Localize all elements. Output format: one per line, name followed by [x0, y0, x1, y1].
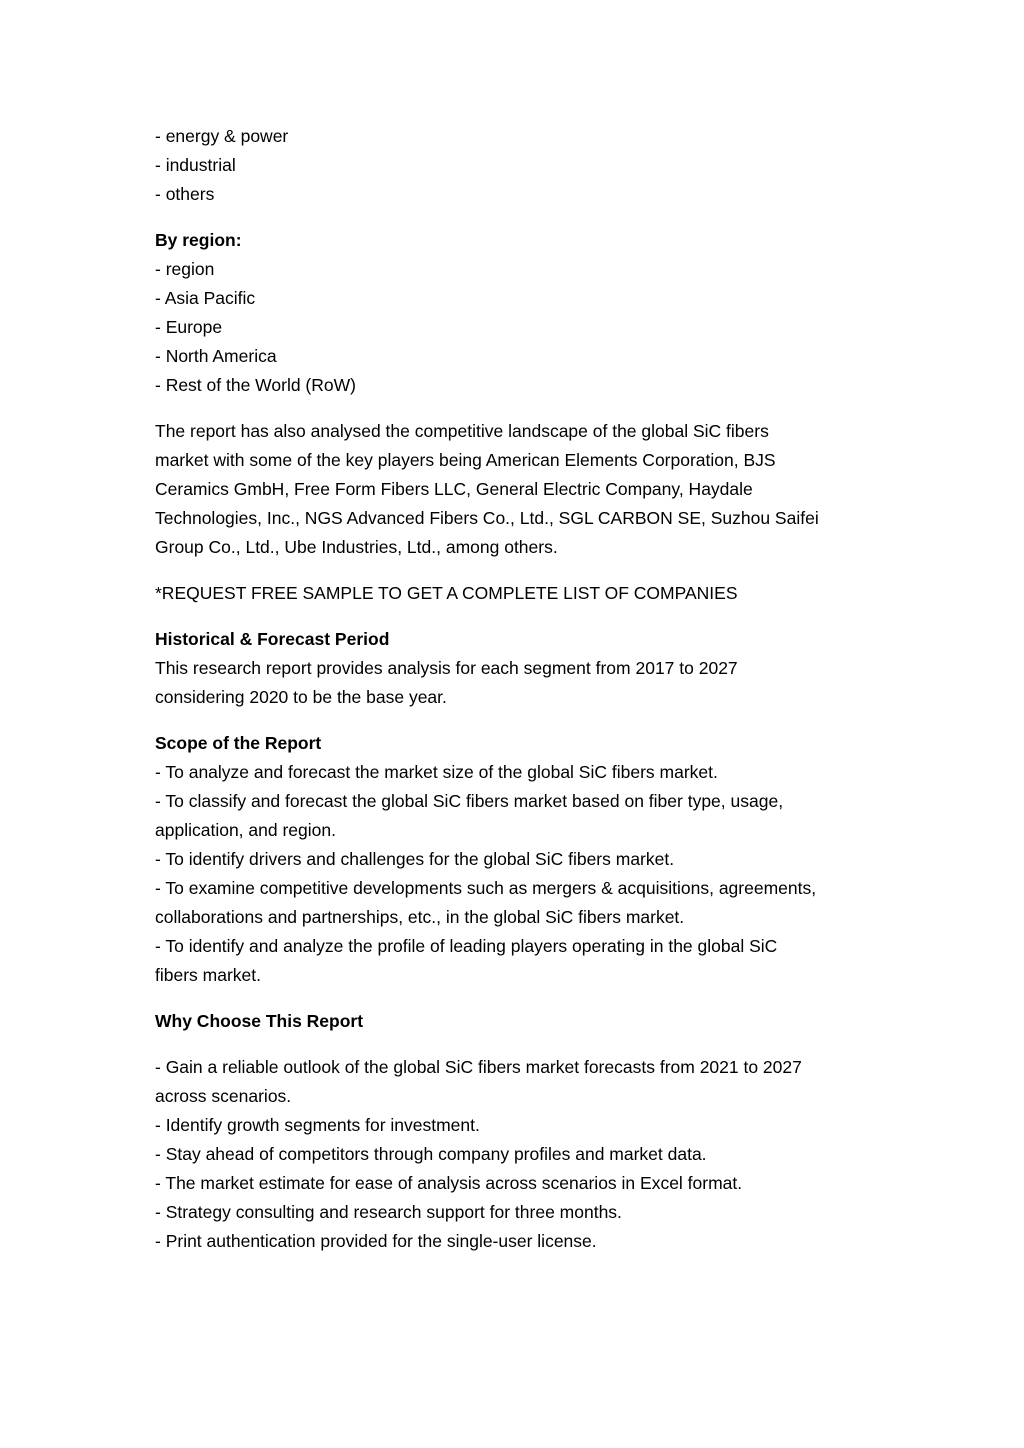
- spacer: [155, 209, 895, 226]
- list-item: - Europe: [155, 317, 223, 337]
- list-item: - Stay ahead of competitors through company profiles and market data.: [155, 1144, 707, 1164]
- list-item: - Gain a reliable outlook of the global SiC fibers market forecasts from 2021 to 2027: [155, 1057, 802, 1077]
- paragraph-line: Ceramics GmbH, Free Form Fibers LLC, General Electric Company, Haydale: [155, 479, 753, 499]
- paragraph-line: Group Co., Ltd., Ube Industries, Ltd., among others.: [155, 537, 558, 557]
- document-page: [155, 122, 895, 1256]
- list-item: fibers market.: [155, 965, 261, 985]
- section-heading: Scope of the Report: [155, 733, 322, 753]
- spacer: [155, 1036, 895, 1053]
- paragraph-line: Technologies, Inc., NGS Advanced Fibers Co., Ltd., SGL CARBON SE, Suzhou Saifei: [155, 508, 819, 528]
- list-item: - To classify and forecast the global SiC fibers market based on fiber type, usage,: [155, 791, 784, 811]
- list-item: - To examine competitive developments such as mergers & acquisitions, agreements,: [155, 878, 817, 898]
- list-item: collaborations and partnerships, etc., in the global SiC fibers market.: [155, 907, 685, 927]
- paragraph-line: The report has also analysed the competitive landscape of the global SiC fibers: [155, 421, 769, 441]
- section-heading: By region:: [155, 230, 242, 250]
- list-item: - To identify drivers and challenges for the global SiC fibers market.: [155, 849, 675, 869]
- landscape-paragraph: [155, 417, 895, 562]
- request-sample-text: *REQUEST FREE SAMPLE TO GET A COMPLETE LIST OF COMPANIES: [155, 583, 738, 603]
- list-item: - Rest of the World (RoW): [155, 375, 356, 395]
- list-item: application, and region.: [155, 820, 336, 840]
- list-item: - To identify and analyze the profile of leading players operating in the global SiC: [155, 936, 778, 956]
- list-item: - Print authentication provided for the single-user license.: [155, 1231, 597, 1251]
- spacer: [155, 400, 895, 417]
- list-item: - Asia Pacific: [155, 288, 256, 308]
- spacer: [155, 990, 895, 1007]
- paragraph-line: considering 2020 to be the base year.: [155, 687, 447, 707]
- list-item: - region: [155, 259, 215, 279]
- scope-section: [155, 729, 895, 990]
- list-item: - The market estimate for ease of analysis across scenarios in Excel format.: [155, 1173, 743, 1193]
- section-heading: Historical & Forecast Period: [155, 629, 390, 649]
- list-item: - others: [155, 184, 215, 204]
- list-item: - North America: [155, 346, 277, 366]
- paragraph-line: This research report provides analysis for each segment from 2017 to 2027: [155, 658, 738, 678]
- list-item: - To analyze and forecast the market size of the global SiC fibers market.: [155, 762, 718, 782]
- usage-list: [155, 122, 895, 209]
- list-item: - energy & power: [155, 126, 289, 146]
- paragraph-line: market with some of the key players being American Elements Corporation, BJS: [155, 450, 776, 470]
- list-item: across scenarios.: [155, 1086, 292, 1106]
- historical-section: [155, 625, 895, 712]
- region-section: [155, 226, 895, 400]
- list-item: - Identify growth segments for investment.: [155, 1115, 480, 1135]
- list-item: - industrial: [155, 155, 236, 175]
- spacer: [155, 712, 895, 729]
- spacer: [155, 562, 895, 579]
- why-section: [155, 1007, 895, 1256]
- spacer: [155, 608, 895, 625]
- list-item: - Strategy consulting and research support for three months.: [155, 1202, 622, 1222]
- section-heading: Why Choose This Report: [155, 1011, 364, 1031]
